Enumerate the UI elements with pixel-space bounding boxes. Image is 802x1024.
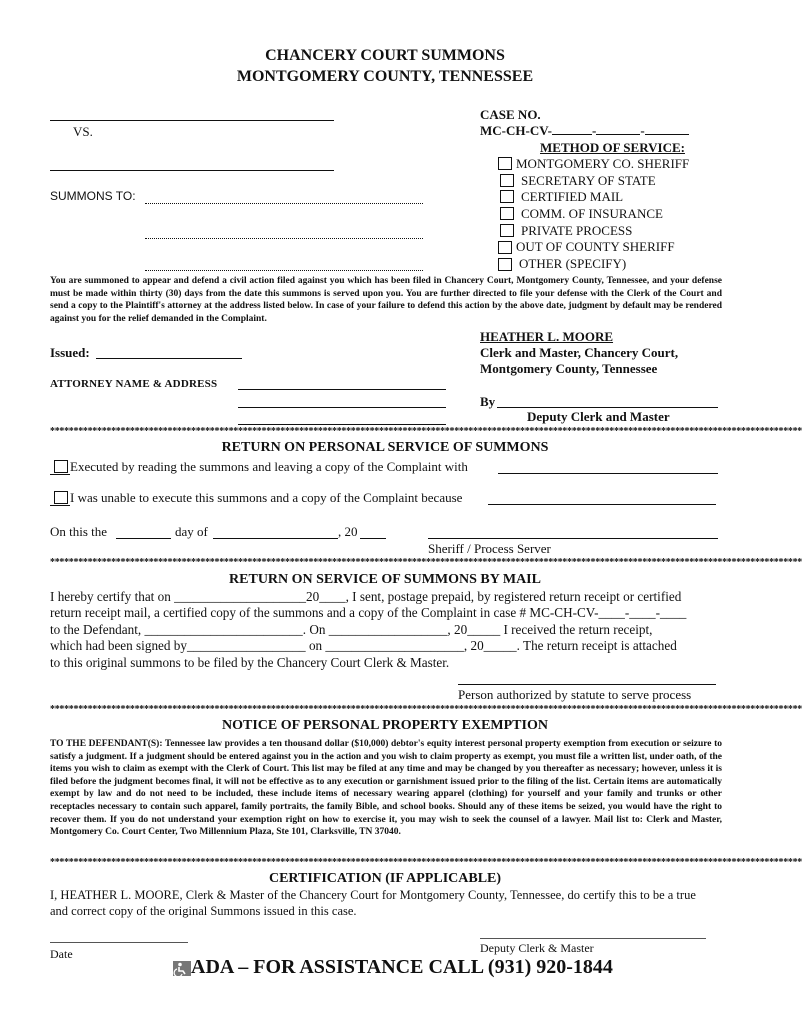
separator-4: **************************************************************************************************************************************************************** [50,857,802,868]
option-secretary-of-state: SECRETARY OF STATE [521,173,656,188]
unable-text: I was unable to execute this summons and a copy of the Complaint because [70,490,463,505]
unable-line[interactable] [488,504,716,505]
checkbox-unable[interactable] [54,491,68,504]
year-line[interactable] [360,538,386,539]
option-certified-mail: CERTIFIED MAIL [521,189,624,204]
certification-heading: CERTIFICATION (IF APPLICABLE) [268,871,502,886]
server-label: Sheriff / Process Server [428,541,551,556]
deputy-signature-line[interactable] [480,938,706,939]
case-no-label: CASE NO. [480,107,541,122]
day-line[interactable] [116,538,171,539]
option-out-of-county-sheriff: OUT OF COUNTY SHERIFF [516,239,675,254]
summons-to-line-2[interactable] [145,238,423,239]
year-label: , 20 [338,524,358,539]
checkbox-other[interactable] [498,258,512,271]
option-private-process: PRIVATE PROCESS [521,223,633,238]
option-comm-of-insurance: COMM. OF INSURANCE [521,206,663,221]
mail-service-heading: RETURN ON SERVICE OF SUMMONS BY MAIL [229,572,541,587]
mail-line-3: to the Defendant, ________________________. On __________________, 20_____ I received the return receipt, [50,622,653,637]
summons-to-line-3[interactable] [145,270,423,271]
ada-assistance-text: ADA – FOR ASSISTANCE CALL (931) 920-1844 [191,956,613,978]
by-signature-line[interactable] [497,407,718,408]
option-other: OTHER (SPECIFY) [519,256,627,271]
checkbox-certified-mail[interactable] [500,190,514,203]
method-of-service-heading: METHOD OF SERVICE: [540,140,685,155]
summons-to-label: SUMMONS TO: [50,189,136,203]
personal-service-heading: RETURN ON PERSONAL SERVICE OF SUMMONS [221,440,549,455]
page-title: CHANCERY COURT SUMMONS [265,47,505,64]
authorized-label: Person authorized by statute to serve process [458,687,692,702]
certification-line-1: I, HEATHER L. MOORE, Clerk & Master of the Chancery Court for Montgomery County, Tennessee, do certify this to be a true [50,888,696,902]
exemption-heading: NOTICE OF PERSONAL PROPERTY EXEMPTION [222,718,548,733]
date-label: Date [50,947,73,961]
unable-underline [50,505,70,506]
page-subtitle: MONTGOMERY COUNTY, TENNESSEE [236,68,534,85]
checkbox-comm-of-insurance[interactable] [500,207,514,220]
clerk-county: Montgomery County, Tennessee [480,361,658,376]
checkbox-executed[interactable] [54,460,68,473]
authorized-signature-line[interactable] [458,684,716,685]
certification-line-2: and correct copy of the original Summons issued in this case. [50,904,357,918]
defendant-line[interactable] [50,170,334,171]
option-sheriff: MONTGOMERY CO. SHERIFF [516,156,690,171]
exemption-text: TO THE DEFENDANT(S): Tennessee law provides a ten thousand dollar ($10,000) debtor's equity interest personal property exemption from execution or seizure to satisfy a judgment. If a judgment should be entered against you in the action and you wish to claim property as exempt, you must file a written list, under oath, of the items you wish to claim as exempt with the Clerk of Court. This list may be filed at any time and may be changed by you thereafter as necessary; however, unless it is filed before the judgment becomes final, it will not be effective as to any execution or garnishment issued prior to the filing of the list. Certain items are automatically exempt by law and do not need to be included, these include items of necessary wearing apparel (clothing) for yourself and your family and trunks or other receptacles necessary to contain such apparel, family portraits, the family Bible, and school books. Should any of these items be seized, you would have the right to recover them. If you do not understand your exemption right on how to exercise it, you may wish to seek the counsel of a lawyer. Mail list to: Clerk and Master, Montgomery Co. Court Center, Two Millennium Plaza, Ste 101, Clarksville, TN 37040. [50,739,722,838]
mail-line-2: return receipt mail, a certified copy of the summons and a copy of the Complaint in case # MC-CH-CV-____-____-____ [50,605,687,620]
mail-line-1: I hereby certify that on ____________________20____, I sent, postage prepaid, by registered return receipt or certified [50,589,682,604]
checkbox-private-process[interactable] [500,224,514,237]
deputy-clerk-label: Deputy Clerk and Master [527,409,670,424]
mail-line-4: which had been signed by__________________ on _____________________, 20_____. The return receipt is attached [50,638,677,653]
case-no-format: MC-CH-CV- - - [480,123,689,139]
separator-3: **************************************************************************************************************************************************************** [50,704,802,715]
summons-to-line-1[interactable] [145,203,423,204]
mail-line-5: to this original summons to be filed by the Chancery Court Clerk & Master. [50,655,450,670]
deputy-label: Deputy Clerk & Master [480,941,594,955]
clerk-title: Clerk and Master, Chancery Court, [480,345,679,360]
day-of-label: day of [175,524,208,539]
accessibility-icon [173,961,191,976]
on-this-label: On this the [50,524,108,539]
attorney-label: ATTORNEY NAME & ADDRESS [50,378,218,390]
executed-line[interactable] [498,473,718,474]
separator-2: **************************************************************************************************************************************************************** [50,557,802,568]
checkbox-out-of-county-sheriff[interactable] [498,241,512,254]
executed-underline [50,474,70,475]
clerk-name: HEATHER L. MOORE [480,329,614,344]
attorney-line-3[interactable] [238,424,446,425]
vs-label: VS. [73,124,93,139]
plaintiff-line[interactable] [50,120,334,121]
by-label: By [480,394,496,409]
summons-text: You are summoned to appear and defend a civil action filed against you which has been filed in Chancery Court, Montgomery County, Tennessee, and your defense must be made within thirty (30) days from the date this summons is served upon you. You are further directed to file your defense with the Clerk of the Court and send a copy to the Plaintiff's attorney at the address listed below. In case of your failure to defend this action by the above date, judgment by default may be rendered against you for the relief demanded in the Complaint. [50,276,722,324]
server-signature-line[interactable] [428,538,718,539]
date-line[interactable] [50,942,188,943]
executed-text: Executed by reading the summons and leaving a copy of the Complaint with [70,459,468,474]
attorney-line-1[interactable] [238,389,446,390]
issued-label: Issued: [50,345,90,360]
month-line[interactable] [213,538,338,539]
issued-line[interactable] [96,358,242,359]
separator-1: **************************************************************************************************************************************************************** [50,426,802,437]
checkbox-secretary-of-state[interactable] [500,174,514,187]
attorney-line-2[interactable] [238,407,446,408]
checkbox-sheriff[interactable] [498,157,512,170]
